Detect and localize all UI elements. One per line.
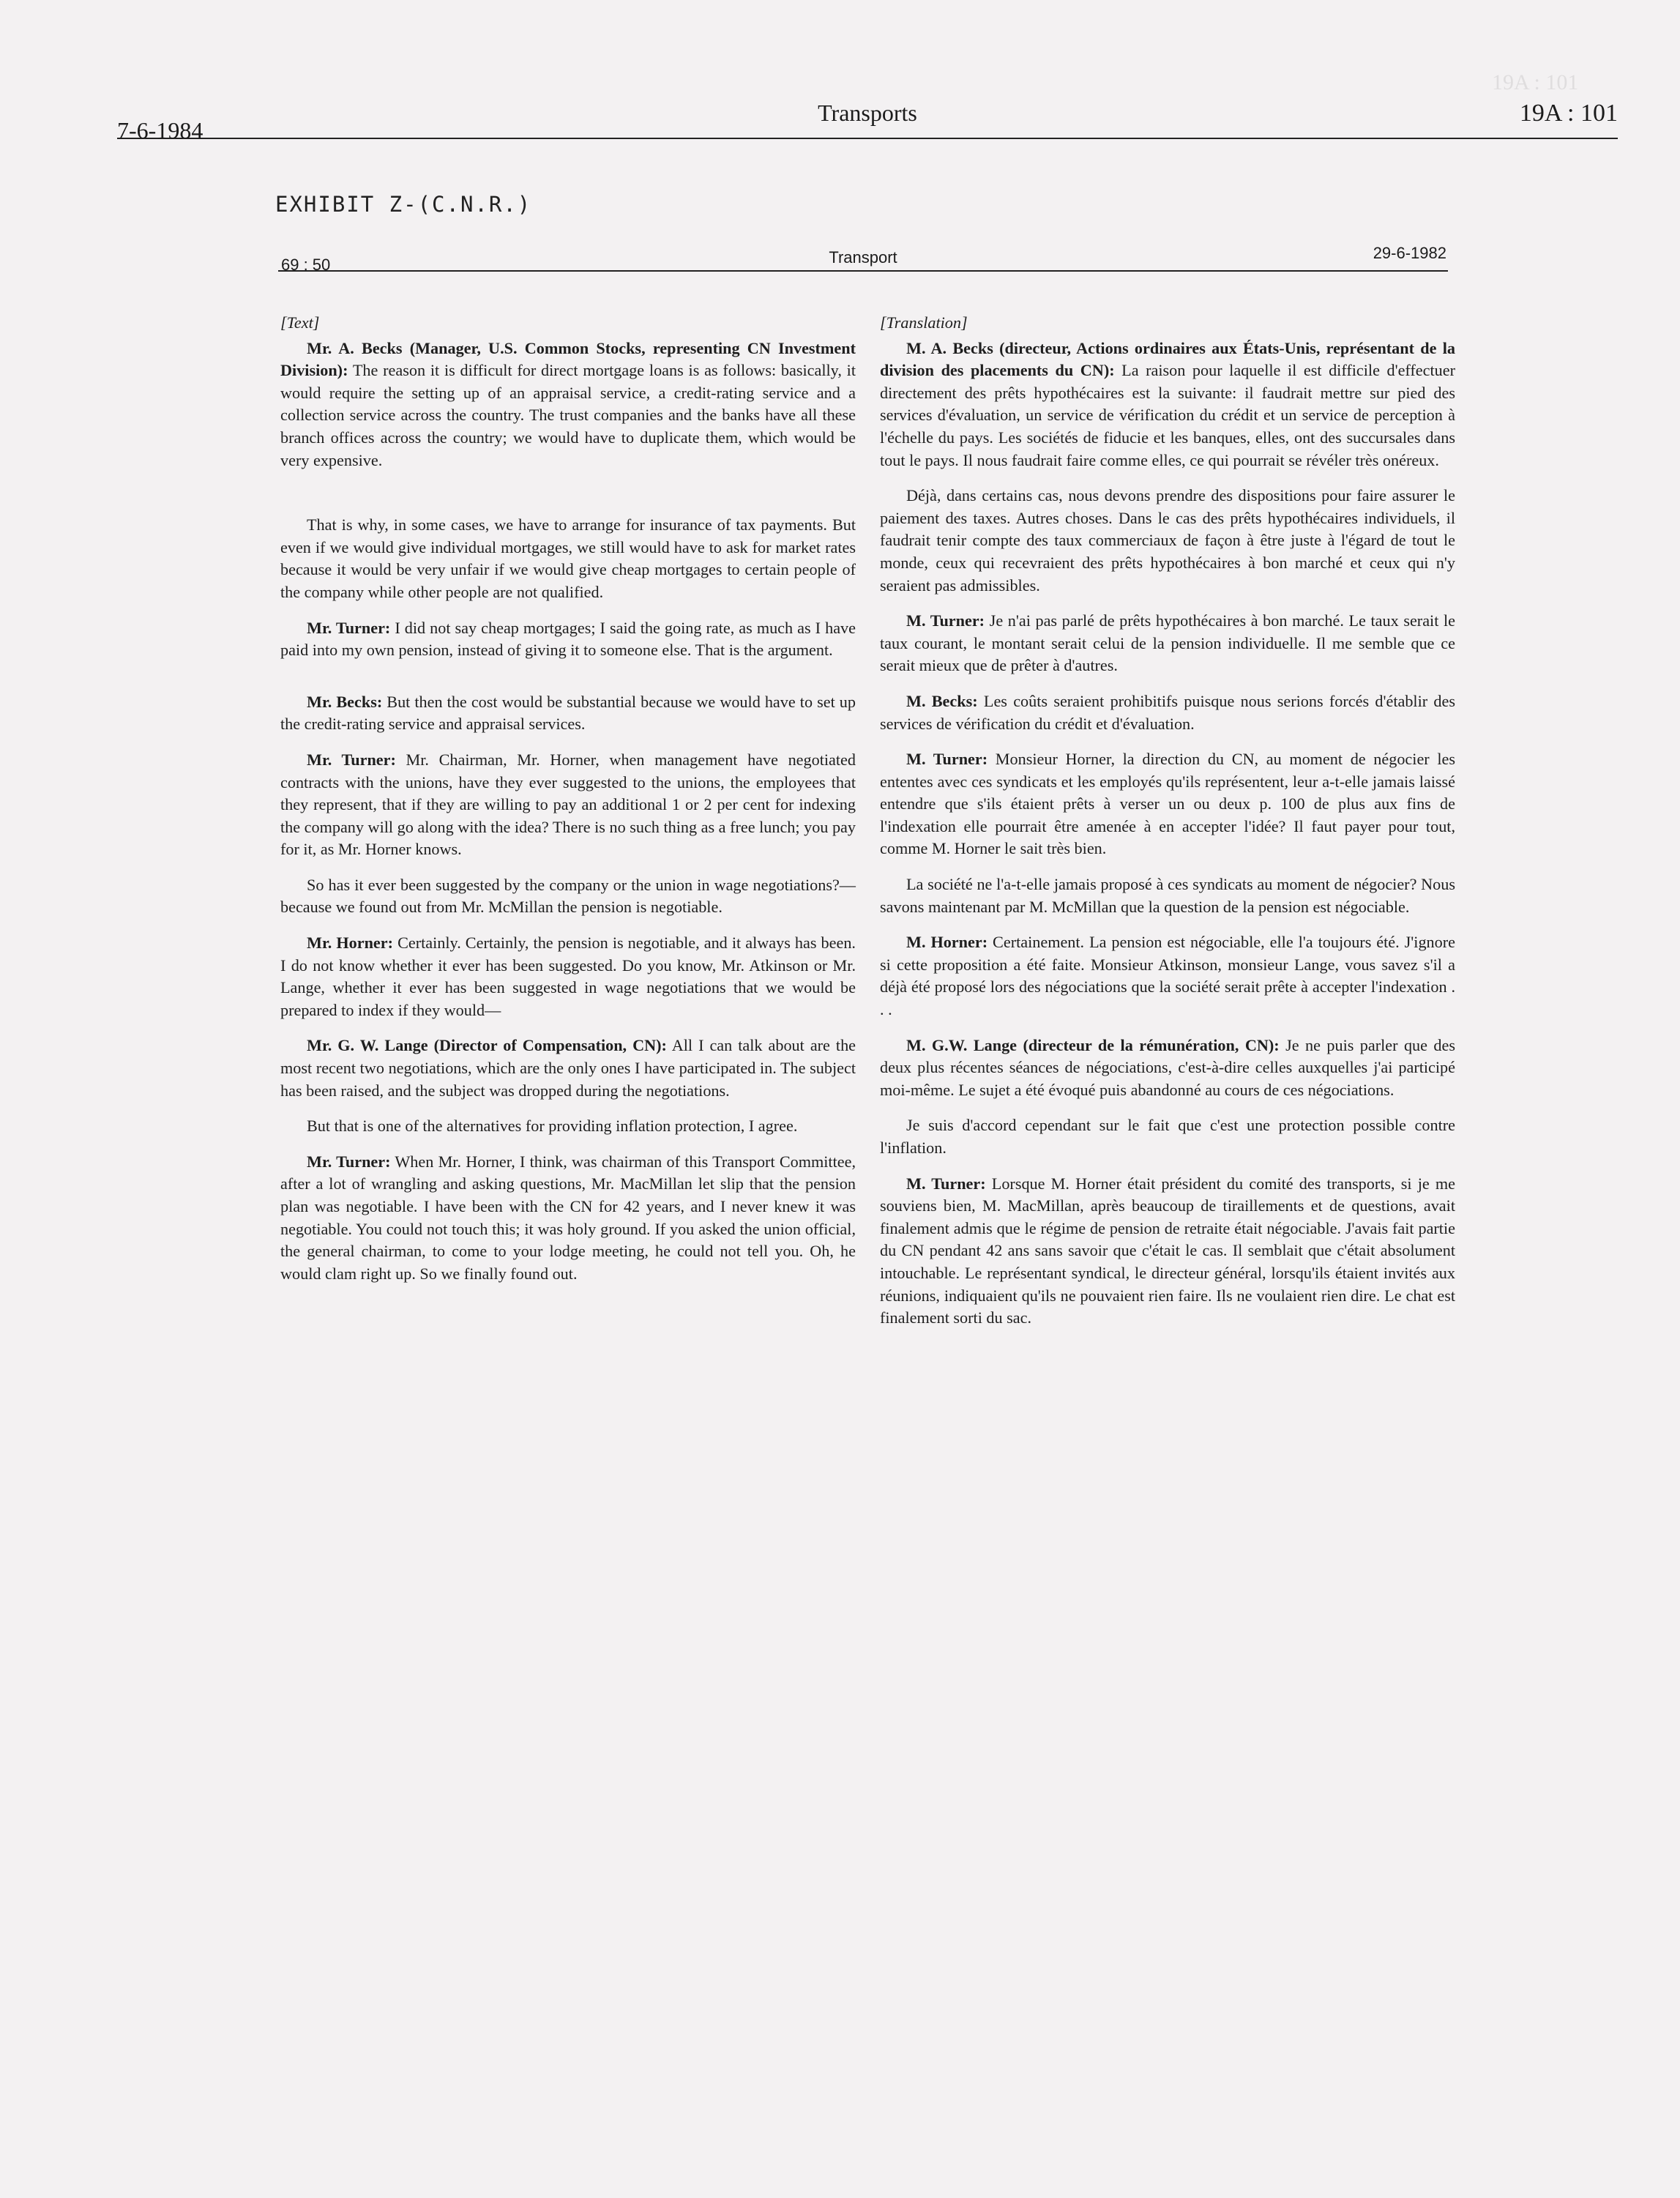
speaker-name: Mr. Turner: xyxy=(307,1152,391,1171)
paragraph xyxy=(280,691,856,736)
paragraph xyxy=(280,1151,856,1286)
speaker-name: M. Becks: xyxy=(906,691,978,710)
inner-header-date: 29-6-1982 xyxy=(1373,244,1446,262)
paragraph xyxy=(280,617,856,662)
speaker-name: Mr. A. Becks (Manager, U.S. Common Stocks, representing CN Investment Division): xyxy=(280,338,856,380)
paragraph xyxy=(280,514,856,603)
speaker-name: M. A. Becks (directeur, Actions ordinaires aux États-Unis, représentant de la division des placements du CN): xyxy=(880,338,1455,380)
paragraph-text: La raison pour laquelle il est difficile d'effectuer directement des prêts hypothécaires est la suivante: il faudrait mettre sur pied des services d'évaluation, un service de vérification du crédit et un service de perception à l'échelle du pays. Les sociétés de fiducie et les banques, elles, ont des succursales dans tout le pays. Il nous faudrait faire comme elles, ce qui pourrait se révéler très onéreux. xyxy=(880,361,1455,469)
inner-header-title: Transport xyxy=(829,248,897,267)
speaker-name: Mr. Turner: xyxy=(307,618,391,637)
paragraph xyxy=(880,1035,1455,1102)
paragraph xyxy=(880,338,1455,472)
header-title: Transports xyxy=(818,100,917,126)
speaker-name: Mr. Horner: xyxy=(307,934,393,953)
paragraph-text: Déjà, dans certains cas, nous devons prendre des dispositions pour faire assurer le paiement des taxes. Autres choses. Dans le cas des prêts hypothécaires individuels, il faudrait tenir compte des taux commerciaux de façon à être juste à l'égard de tout le monde, ceux qui recevraient des prêts hypothécaires à bon marché et ceux qui n'y seraient pas admissibles. xyxy=(880,486,1455,595)
paragraph-text: La société ne l'a-t-elle jamais proposé à ces syndicats au moment de négocier? Nous savons maintenant par M. McMillan que la question de la pension est négociable. xyxy=(880,875,1455,916)
paragraph-text: But that is one of the alternatives for providing inflation protection, I agree. xyxy=(307,1117,798,1136)
paragraph xyxy=(880,1173,1455,1330)
inner-header-page-ref: 69 : 50 xyxy=(281,256,331,274)
paragraph-text: But then the cost would be substantial because we would have to set up the credit-rating service and appraisal services. xyxy=(280,692,856,734)
speaker-name: Mr. Turner: xyxy=(307,750,396,769)
paragraph xyxy=(880,931,1455,1021)
paragraph xyxy=(280,1035,856,1102)
bleed-through-marking: 19A : 101 xyxy=(1492,70,1579,94)
paragraph-text: Certainly. Certainly, the pension is negotiable, and it always has been. I do not know whether it ever has been suggested. Do you know, Mr. Atkinson or Mr. Lange, whether it ever has been suggested in wage negotiations that we would be prepared to index if they would— xyxy=(280,934,856,1019)
paragraph xyxy=(880,690,1455,735)
paragraph xyxy=(280,749,856,861)
paragraph-text: Mr. Chairman, Mr. Horner, when management have negotiated contracts with the unions, have they ever suggested to the unions, the employees that they represent, that if they are willing to pay an additional 1 or 2 per cent for indexing the company will go along with the idea? There is no such thing as a free lunch; you pay for it, as Mr. Horner knows. xyxy=(280,750,856,859)
speaker-name: Mr. Becks: xyxy=(307,692,383,711)
paragraph-text: I did not say cheap mortgages; I said the going rate, as much as I have paid into my own pension, instead of giving it to someone else. That is the argument. xyxy=(280,618,856,660)
paragraph xyxy=(880,485,1455,597)
column-tag: [Translation] xyxy=(880,313,968,332)
paragraph xyxy=(880,748,1455,860)
paragraph-text: Lorsque M. Horner était président du comité des transports, si je me souviens bien, M. MacMillan, après beaucoup de tiraillements et de questions, avait finalement admis que le régime de pension de retraite était négociable. J'avais fait partie du CN pendant 42 ans sans savoir que c'était le cas. Il semblait que c'était absolument intouchable. Le représentant syndical, le directeur général, lorsqu'ils étaient invités aux réunions, indiquaient qu'ils ne pouvaient rien faire. Ils ne voulaient rien dire. Le chat est finalement sorti du sac. xyxy=(880,1174,1455,1327)
paragraph-text: When Mr. Horner, I think, was chairman of this Transport Committee, after a lot of wrangling and asking questions, Mr. MacMillan let slip that the pension plan was negotiable. I have been with the CN for 42 years, and I never knew it was negotiable. You could not touch this; it was holy ground. If you asked the union official, the general chairman, to come to your lodge meeting, he could not tell you. Oh, he would clam right up. So we finally found out. xyxy=(280,1152,856,1283)
inner-header xyxy=(278,245,1448,272)
paragraph-text: All I can talk about are the most recent two negotiations, which are the only ones I have participated in. The subject has been raised, and the subject was dropped during the negotiations. xyxy=(280,1036,856,1100)
english-column xyxy=(280,312,856,1298)
header-page-number: 19A : 101 xyxy=(1519,100,1618,127)
paragraph-text: Les coûts seraient prohibitifs puisque nous serions forcés d'établir des services de vérification du crédit et d'évaluation. xyxy=(880,691,1455,733)
paragraph-text: Certainement. La pension est négociable, elle l'a toujours été. J'ignore si cette proposition a été faite. Monsieur Atkinson, monsieur Lange, vous savez s'il a déjà été proposé lors des négociations que la société serait prête à accepter l'indexation . . . xyxy=(880,933,1455,1019)
header-date: 7-6-1984 xyxy=(117,117,204,144)
speaker-name: M. Turner: xyxy=(906,1174,986,1193)
page-header xyxy=(117,100,1618,144)
column-tag: [Text] xyxy=(280,313,320,332)
paragraph xyxy=(280,874,856,919)
paragraph xyxy=(880,610,1455,677)
paragraph-text: So has it ever been suggested by the company or the union in wage negotiations?—because we found out from Mr. McMillan the pension is negotiable. xyxy=(280,875,856,917)
paragraph xyxy=(280,932,856,1021)
speaker-name: M. Turner: xyxy=(906,750,988,769)
paragraph-text: The reason it is difficult for direct mortgage loans is as follows: basically, it would require the setting up of an appraisal service, a credit-rating service and a collection service across the country. The trust companies and the banks have all these branch offices across the country; we would have to duplicate them, which would be very expensive. xyxy=(280,361,856,469)
paragraph xyxy=(280,1115,856,1138)
speaker-name: Mr. G. W. Lange (Director of Compensation, CN): xyxy=(307,1036,667,1055)
paragraph-text: That is why, in some cases, we have to arrange for insurance of tax payments. But even if we would give individual mortgages, we still would have to ask for market rates because it would be very unfair if we would give cheap mortgages to certain people of the company while other people are not qualified. xyxy=(280,515,856,601)
speaker-name: M. G.W. Lange (directeur de la rémunération, CN): xyxy=(906,1035,1280,1054)
paragraph xyxy=(880,873,1455,918)
paragraph-text: Je ne puis parler que des deux plus récentes séances de négociations, c'est-à-dire celles auxquelles j'ai participé moi-même. Le sujet a été évoqué puis abandonné au cours de ces négociations. xyxy=(880,1035,1455,1099)
paragraph-text: Je n'ai pas parlé de prêts hypothécaires à bon marché. Le taux serait le taux courant, le montant serait celui de la pension individuelle. Il me semble que ce serait mieux que de prêter à d'autres. xyxy=(880,611,1455,675)
paragraph-text: Je suis d'accord cependant sur le fait que c'est une protection possible contre l'inflation. xyxy=(880,1116,1455,1157)
speaker-name: M. Horner: xyxy=(906,933,988,952)
speaker-name: M. Turner: xyxy=(906,611,985,630)
paragraph-text: Monsieur Horner, la direction du CN, au moment de négocier les ententes avec ces syndicats et les employés qu'ils représentent, leur a-t-elle jamais laissé entendre que s'ils étaient prêts à verser un ou deux p. 100 de plus aux fins de l'indexation elle pourrait être amenée à en accepter l'idée? Il faut payer pour tout, comme M. Horner le sait très bien. xyxy=(880,750,1455,858)
french-column xyxy=(880,312,1455,1343)
paragraph xyxy=(880,1114,1455,1159)
paragraph xyxy=(280,338,856,472)
exhibit-title: EXHIBIT Z-(C.N.R.) xyxy=(275,192,532,217)
